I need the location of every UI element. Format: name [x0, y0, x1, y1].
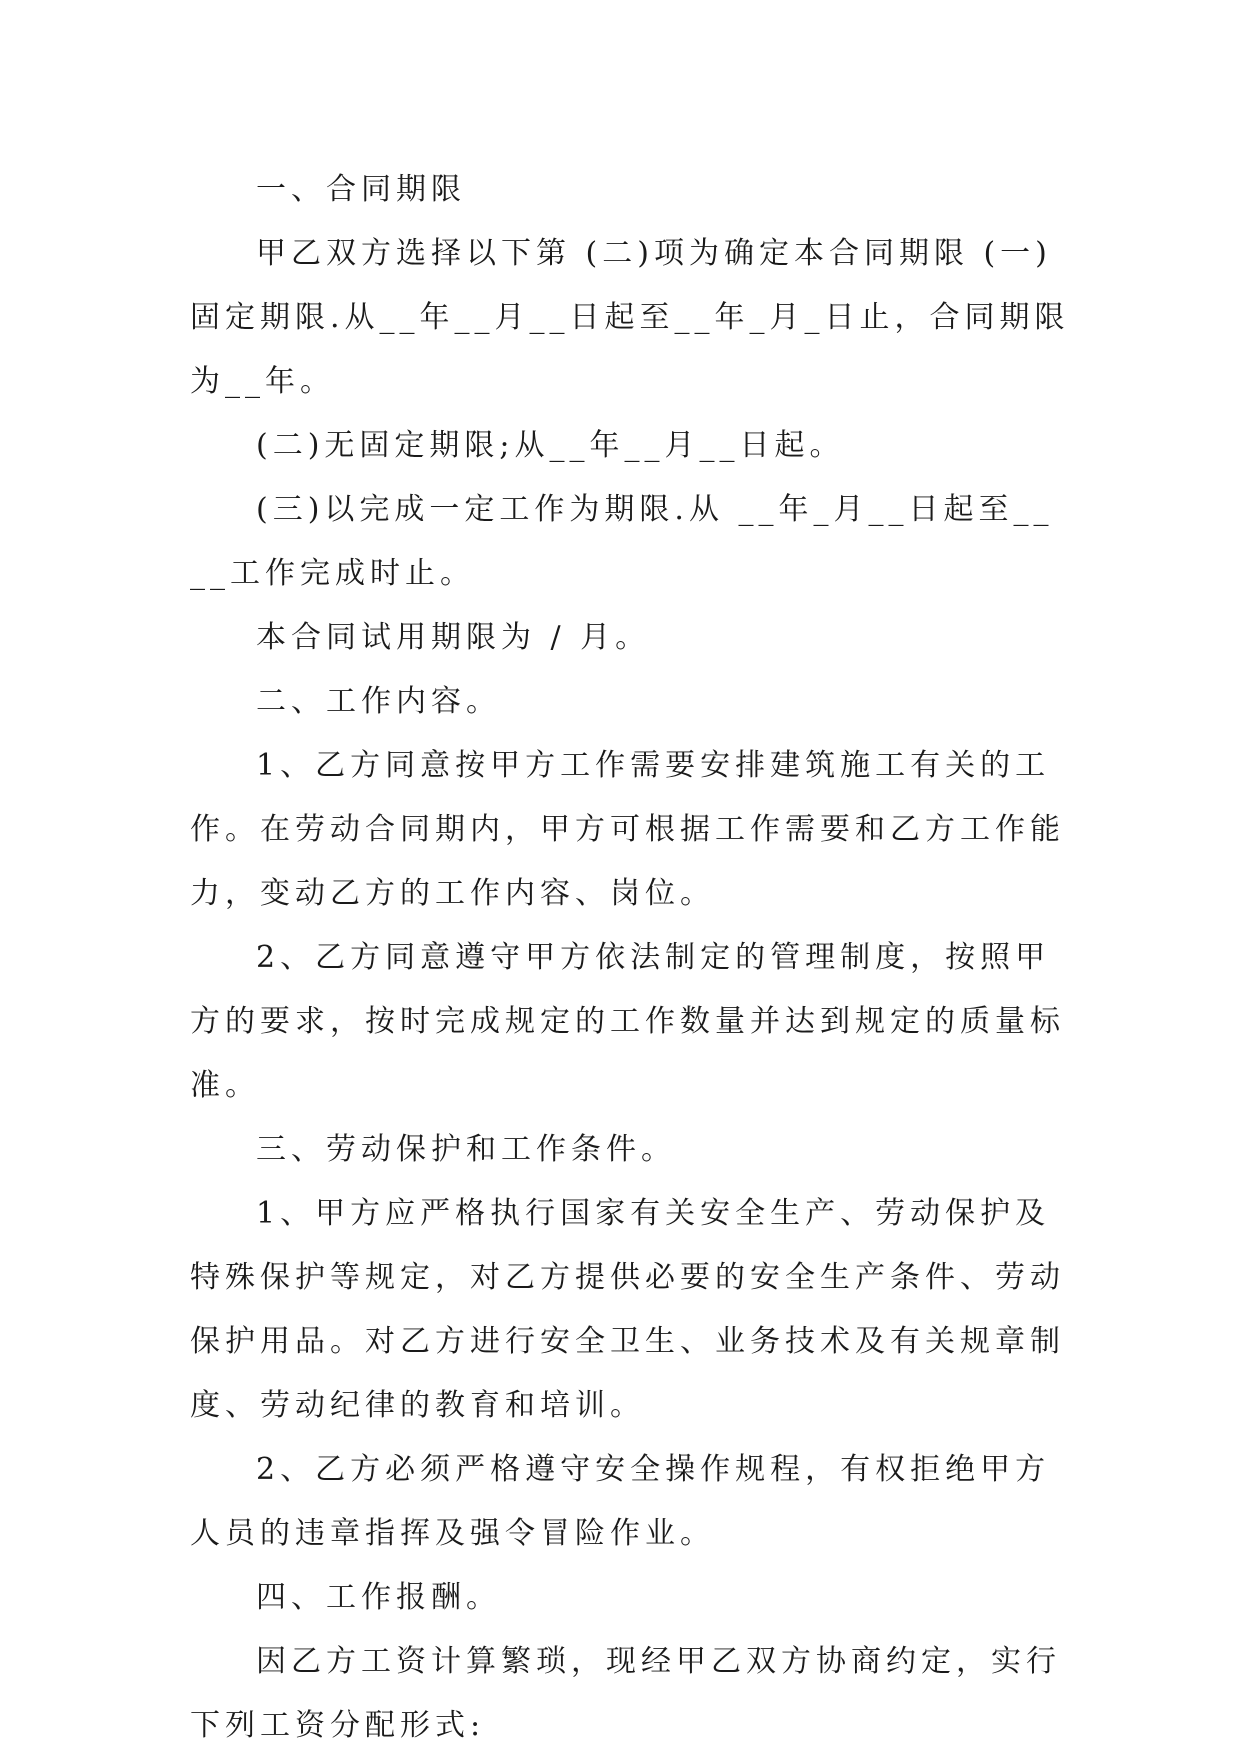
paragraph-term-choice: 甲乙双方选择以下第 (二)项为确定本合同期限 (一)固定期限.从__年__月__日起至__年_月_日止，合同期限为__年。 — [190, 236, 1070, 399]
section-heading-work-content: 二、工作内容。 — [256, 684, 501, 719]
section-heading-labor-protection: 三、劳动保护和工作条件。 — [256, 1132, 676, 1167]
paragraph-work-content-1: 1、乙方同意按甲方工作需要安排建筑施工有关的工作。在劳动合同期内，甲方可根据工作需要和乙方工作能力，变动乙方的工作内容、岗位。 — [190, 748, 1065, 911]
document-body — [190, 158, 1070, 1758]
paragraph-remuneration: 因乙方工资计算繁琐，现经甲乙双方协商约定，实行下列工资分配形式: — [190, 1644, 1061, 1743]
paragraph-open-term: (二)无固定期限;从__年__月__日起。 — [256, 428, 845, 463]
section-heading-remuneration: 四、工作报酬。 — [256, 1580, 501, 1615]
paragraph-work-content-2: 2、乙方同意遵守甲方依法制定的管理制度，按照甲方的要求，按时完成规定的工作数量并达到规定的质量标准。 — [190, 940, 1065, 1103]
paragraph-probation: 本合同试用期限为 / 月。 — [256, 620, 651, 655]
paragraph-task-term: (三)以完成一定工作为期限.从 __年_月__日起至____工作完成时止。 — [190, 492, 1054, 591]
section-heading-contract-term: 一、合同期限 — [256, 172, 466, 207]
paragraph-labor-protection-1: 1、甲方应严格执行国家有关安全生产、劳动保护及特殊保护等规定，对乙方提供必要的安全生产条件、劳动保护用品。对乙方进行安全卫生、业务技术及有关规章制度、劳动纪律的教育和培训。 — [190, 1196, 1065, 1423]
paragraph-labor-protection-2: 2、乙方必须严格遵守安全操作规程，有权拒绝甲方人员的违章指挥及强令冒险作业。 — [190, 1452, 1051, 1551]
